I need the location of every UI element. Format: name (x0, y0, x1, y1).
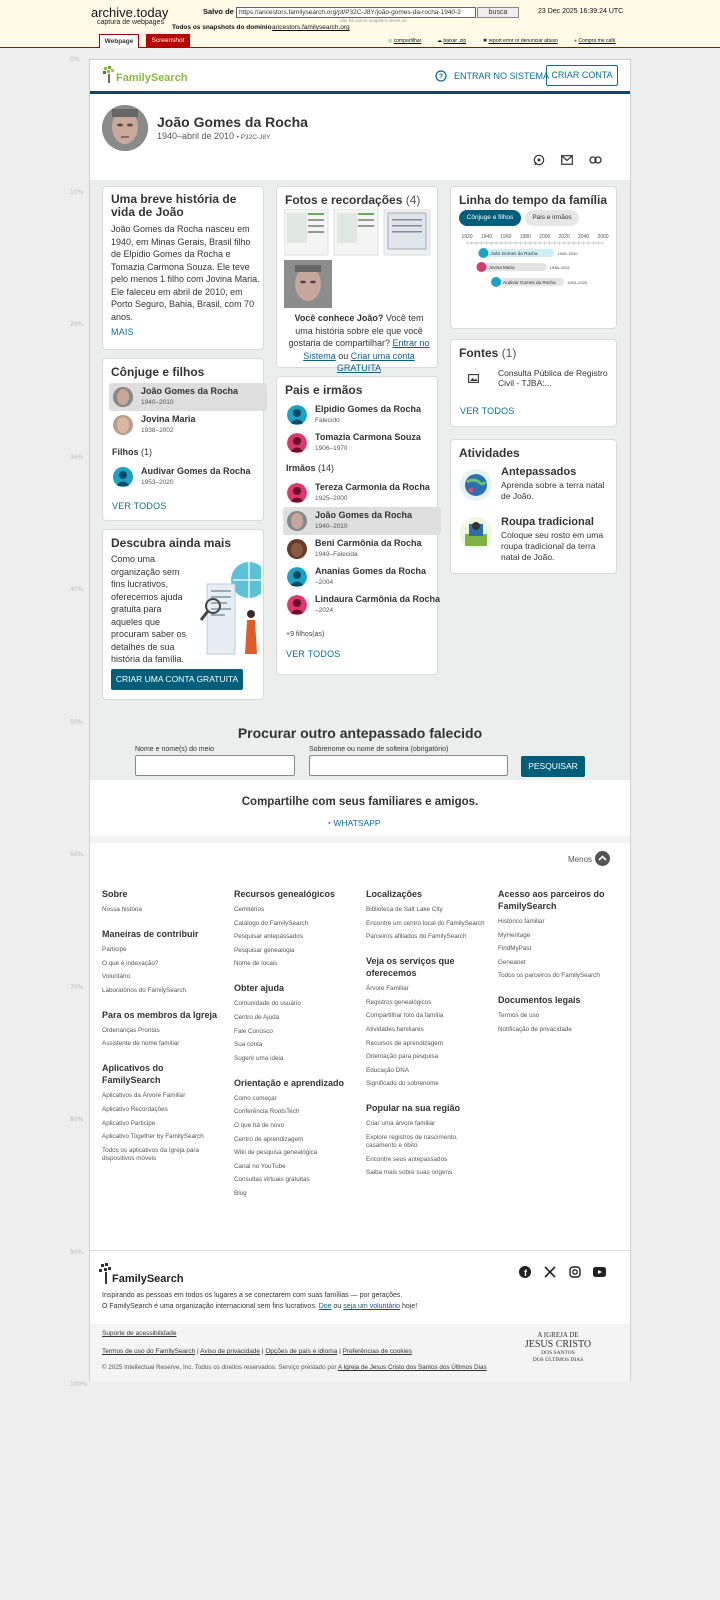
timeline-year-label: 1960 (500, 234, 512, 240)
sibling-person-2[interactable] (283, 507, 441, 535)
footer-link[interactable]: Pesquisar antepassados (234, 933, 303, 941)
footer-heading: Popular na sua região (366, 1103, 461, 1114)
footer-link[interactable]: Conferência RootsTech (234, 1108, 300, 1116)
collapse-footer-label[interactable]: Menos (568, 855, 593, 864)
more-siblings-text: +9 filhos(as) (286, 631, 325, 638)
footer-link[interactable]: Wiki de pesquisa genealógica (234, 1149, 318, 1157)
create-account-link[interactable]: Criar uma conta GRATUITA (336, 350, 415, 373)
percent-marker: 50% (70, 718, 84, 726)
footer-link[interactable]: Aplicativo Together by FamilySearch (102, 1133, 204, 1141)
discover-text: Como uma organização sem fins lucrativos, oferecemos ajuda gratuita para aqueles que procuram saber os detalhes de sua história da família. (111, 554, 187, 664)
archive-toolbar (0, 0, 720, 48)
activity-text: Aprenda sobre a terra natal de João. (501, 480, 605, 501)
footer-link[interactable]: O que há de novo (234, 1121, 285, 1129)
timeline-person-icon (491, 277, 501, 287)
domain-link[interactable]: ancestors.familysearch.org (272, 24, 350, 31)
donate-link[interactable]: Doe (318, 1303, 332, 1310)
footer-link[interactable]: Recursos de aprendizagem (366, 1039, 444, 1047)
person-dates: 1940–2010 (315, 523, 348, 530)
footer-link[interactable]: Aplicativo Participe (102, 1119, 156, 1127)
activity-ancestors[interactable] (459, 466, 614, 510)
portrait-photo (113, 415, 133, 435)
facebook-icon[interactable] (519, 1266, 531, 1278)
person-name: João Gomes da Rocha (315, 510, 413, 520)
share-link[interactable]: ◎ compartilhar (388, 38, 422, 44)
person-dates: 1940–abril de 2010 • P32C-J8Y (157, 131, 271, 141)
life-story-card (102, 186, 264, 350)
footer-link[interactable]: Fale Conosco (234, 1027, 273, 1035)
separator: | (260, 1348, 266, 1355)
footer-link[interactable]: Compartilhar foto da família (366, 1012, 444, 1020)
footer-separator (90, 1250, 630, 1251)
footer-link[interactable]: Notificação de privacidade (498, 1025, 572, 1033)
sibling-person-5[interactable] (283, 591, 441, 619)
volunteer-link[interactable]: seja um voluntário (343, 1303, 401, 1310)
footer-link[interactable]: Laboratórios do FamilySearch (102, 986, 186, 994)
no-other-snapshots: não há outros snapshot desse url (340, 18, 407, 23)
tab-webpage[interactable]: Webpage (99, 34, 139, 48)
download-zip-link[interactable]: ☁ baixar .zip (437, 38, 467, 44)
legal-links (102, 1348, 412, 1355)
footer-link[interactable]: Todos os parceiros do FamilySearch (498, 972, 600, 980)
spouse-person-2[interactable] (109, 411, 267, 439)
footer-column (498, 888, 620, 1040)
given-name-input[interactable] (135, 755, 295, 776)
familysearch-logo[interactable]: FamilySearch (102, 65, 192, 87)
footer-link[interactable]: Sugerir uma ideia (234, 1054, 284, 1062)
footer-heading: Para os membros da Igreja (102, 1009, 218, 1020)
surname-input[interactable] (309, 755, 508, 776)
footer-link[interactable]: Cemitérios (234, 906, 265, 913)
person-dates: 1949–Falecida (315, 551, 358, 558)
male-silhouette-icon (287, 567, 307, 587)
signin-link[interactable]: ENTRAR NO SISTEMA (454, 71, 550, 81)
person-dates: Falecido (315, 417, 340, 424)
footer-link[interactable]: Centro de aprendizagem (234, 1135, 304, 1143)
portrait-photo (102, 105, 148, 151)
footer-link[interactable]: Encontre um centro local do FamilySearch (366, 919, 485, 927)
percent-marker: 20% (70, 321, 84, 328)
bug-icon: ✱ (483, 38, 488, 44)
spouse-view-all-link[interactable]: VER TODOS (112, 501, 167, 511)
header-divider (90, 91, 630, 94)
timeline-title: Linha do tempo da família (459, 193, 608, 207)
person-dates: 1938–2002 (141, 427, 174, 434)
email-share-icon[interactable] (561, 155, 573, 165)
document-thumbnails[interactable] (284, 209, 432, 257)
person-name: João Gomes da Rocha (157, 114, 308, 130)
footer-link[interactable]: Registros genealógicos (366, 998, 432, 1006)
male-silhouette-icon (287, 405, 307, 425)
footer-link[interactable]: Orientação para pesquisa (366, 1053, 439, 1061)
footer-link[interactable]: FindMyPast (498, 945, 532, 953)
timeline-bar[interactable] (491, 277, 588, 287)
percent-marker: 10% (70, 188, 84, 196)
footer-heading: Veja os serviços que oferecemos (366, 956, 455, 979)
discover-more-card (102, 529, 264, 700)
search-button[interactable]: PESQUISAR (521, 756, 585, 777)
timeline-person-name: Audivar Gomes da Rocha (503, 279, 556, 285)
footer-heading: Localizações (366, 889, 423, 899)
sibling-person-1[interactable] (283, 479, 441, 507)
percent-marker: 0% (70, 56, 80, 63)
footer-heading: Documentos legais (498, 995, 581, 1006)
archive-url-field[interactable]: https://ancestors.familysearch.org/pt/P32C-J8Y/joão-gomes-da-rocha-1940-2 (236, 7, 476, 18)
person-name: Ananias Gomes da Rocha (315, 566, 427, 576)
percent-marker: 30% (70, 453, 84, 461)
footer-link[interactable]: Centro de Ajuda (234, 1013, 280, 1021)
footer-familysearch-logo[interactable]: FamilySearch (98, 1263, 188, 1287)
footer-link[interactable]: Nossa história (102, 906, 142, 913)
scroll-percentage-column (70, 56, 88, 1386)
create-account-button[interactable]: CRIAR CONTA (546, 65, 618, 86)
footer-link[interactable]: Criar uma árvore familiar (366, 1120, 436, 1128)
footer-link[interactable]: Blog (234, 1189, 247, 1197)
male-silhouette-icon (113, 467, 133, 487)
copyright-text: © 2025 Intellectual Reserve, Inc. Todos os direitos reservados. Serviço prestado por A Igreja de Jesus Cristo dos Santos dos Últimos Dias (102, 1364, 487, 1371)
given-name-label: Nome e nome(s) do meio (135, 746, 214, 753)
parent-person-2[interactable] (283, 429, 441, 457)
footer-link[interactable]: O que é indexação? (102, 959, 159, 967)
footer-link[interactable]: Significado do sobrenome (366, 1080, 439, 1088)
help-icon[interactable] (435, 70, 447, 82)
sibling-person-3[interactable] (283, 535, 441, 563)
portrait-photo (113, 387, 133, 407)
image-document-icon (468, 374, 479, 383)
coffee-icon: ● (574, 38, 578, 44)
footer-donate-text: O FamilySearch é uma organização internacional sem fins lucrativos. Doe ou seja um voluntário hoje! (102, 1303, 418, 1310)
timeline-year-label: 2020 (558, 234, 570, 240)
footer-link[interactable]: Comunidade do usuário (234, 1000, 301, 1008)
sources-title: Fontes (1) (459, 346, 517, 360)
footer-heading: Orientação e aprendizado (234, 1077, 345, 1088)
parent-person-1[interactable] (283, 401, 441, 429)
footer-column (102, 888, 224, 1168)
footer-heading: Maneiras de contribuir (102, 929, 199, 939)
portrait-photo (287, 511, 307, 531)
percent-marker: 60% (70, 851, 84, 858)
traditional-clothing-icon (459, 516, 493, 550)
person-dates: 1925–2000 (315, 495, 348, 502)
person-id: • P32C-J8Y (236, 134, 271, 141)
tree-logo-icon (102, 66, 116, 84)
person-name: Elpidio Gomes da Rocha (315, 404, 422, 414)
spouse-children-card (102, 358, 264, 521)
life-story-text: João Gomes da Rocha nasceu em 1940, em Minas Gerais, Brasil filho de Elpidio Gomes da Rocha e Tomazia Carmona Souza. Ele teve pelo menos 1 filho com Jovina Maria. Ele faleceu em abril de 2010, em Porto Seguro, Bahia, Brasil, com 70 anos. (111, 224, 260, 322)
footer-link[interactable]: Aplicativos da Árvore Familiar (102, 1092, 186, 1100)
activity-title: Roupa tradicional (501, 516, 594, 528)
search-title: Procurar outro antepassado falecido (237, 725, 483, 741)
timeline-bar[interactable] (476, 262, 570, 272)
footer-link[interactable]: Aplicativo Recordações (102, 1105, 168, 1113)
person-avatar (102, 105, 148, 151)
timeline-bar[interactable] (478, 248, 578, 258)
female-silhouette-icon (287, 595, 307, 615)
footer-heading: Acesso aos parceiros do FamilySearch (498, 889, 605, 911)
whatsapp-icon: ◔ (326, 818, 332, 828)
person-name: Jovina Maria (141, 414, 196, 424)
archive-search-button[interactable]: busca (477, 7, 519, 18)
footer-link[interactable]: Geneanet (498, 958, 526, 966)
activities-title: Atividades (459, 446, 520, 460)
footer-link[interactable]: Nome de locais (234, 960, 278, 968)
archive-logo[interactable]: archive.today (91, 5, 169, 20)
timeline-year-label: 1920 (461, 234, 473, 240)
footer-heading: Aplicativos do FamilySearch (102, 1063, 164, 1086)
footer-link[interactable]: Voluntário (102, 973, 131, 981)
photos-title: Fotos e recordações (4) (285, 193, 421, 207)
legal-link[interactable]: Termos de uso do FamilySearch (102, 1348, 196, 1355)
children-label: Filhos (1) (112, 447, 153, 457)
footer-link[interactable]: Canal no YouTube (234, 1162, 286, 1170)
footer-link[interactable]: Todos os aplicativos da Igreja para dispositivos móveis (102, 1146, 199, 1162)
separator: | (195, 1348, 201, 1355)
timeline-person-dates: 1953–2020 (567, 279, 588, 285)
legal-link[interactable]: Aviso de privacidade (200, 1348, 261, 1355)
percent-marker: 40% (70, 586, 84, 593)
footer-link[interactable]: Catálogo do FamilySearch (234, 919, 309, 927)
accessibility-link[interactable]: Suporte de acessibilidade (102, 1330, 177, 1337)
footer-link[interactable]: Encontre seus antepassados (366, 1155, 448, 1163)
person-name: Lindaura Carmônia da Rocha (315, 594, 441, 604)
footer-column (234, 888, 356, 1204)
footer-tagline: Inspirando as pessoas em todos os lugares a se conectarem com suas famílias — por gerações. (102, 1292, 403, 1299)
person-name: Tomazia Carmona Souza (315, 432, 421, 442)
activity-traditional-clothing[interactable] (459, 516, 614, 570)
footer-link[interactable]: Consultas virtuais gratuitas (234, 1176, 310, 1184)
photos-question: Você conhece João? Você tem uma história sobre ele que você gostaria de compartilhar? Entrar no Sistema ou Criar uma conta GRATUITA (288, 313, 430, 373)
timeline-person-icon (476, 262, 486, 272)
x-twitter-icon[interactable] (544, 1266, 556, 1278)
legal-link[interactable]: Opções de país e idioma (265, 1348, 338, 1355)
svg-text:f: f (524, 1268, 527, 1278)
activities-card (450, 439, 617, 574)
share-icon: ◎ (388, 38, 393, 44)
footer-link[interactable]: MyHeritage (498, 931, 531, 939)
separator: | (337, 1348, 343, 1355)
cloud-icon: ☁ (437, 38, 442, 44)
chevron-up-icon[interactable] (595, 851, 610, 866)
portrait-photo[interactable] (284, 260, 332, 308)
timeline-person-dates: 1940–2010 (557, 250, 578, 256)
sibling-person-4[interactable] (283, 563, 441, 591)
spouse-title: Cônjuge e filhos (111, 365, 205, 379)
create-free-account-button[interactable]: CRIAR UMA CONTA GRATUITA (111, 669, 243, 690)
instagram-icon[interactable] (569, 1266, 581, 1278)
timeline-year-label: 1980 (519, 234, 531, 240)
footer-link[interactable]: Educação DNA (366, 1066, 410, 1074)
footer-heading: Sobre (102, 889, 128, 899)
timeline-chart (459, 231, 611, 295)
activity-text: Coloque seu rosto em uma roupa tradicional da terra natal de João. (501, 530, 604, 562)
coffee-link[interactable]: ● Compra me café (574, 38, 616, 44)
legal-link[interactable]: Preferências de cookies (342, 1348, 412, 1355)
percent-marker: 80% (70, 1116, 84, 1123)
whatsapp-share-link[interactable]: ◔ WHATSAPP (326, 818, 381, 828)
footer-column (366, 888, 488, 1183)
footer-link[interactable]: Parceiros afiliados do FamilySearch (366, 933, 467, 941)
share-title: Compartilhe com seus familiares e amigos. (241, 796, 479, 808)
source-item[interactable]: Consulta Pública de Registro Civil - TJBA:... (498, 368, 608, 388)
percent-marker: 70% (70, 983, 84, 991)
sources-card (450, 339, 617, 427)
siblings-label: Irmãos (14) (286, 463, 335, 473)
person-dates: –2004 (315, 579, 334, 586)
surname-label: Sobrenome ou nome de solteira (obrigatório) (309, 746, 449, 753)
timeline-year-label: 2000 (539, 234, 551, 240)
timeline-year-label: 2060 (597, 234, 609, 240)
whatsapp-share-icon[interactable] (533, 154, 545, 166)
parents-view-all-link[interactable]: VER TODOS (286, 649, 341, 659)
footer-link[interactable]: Histórico familiar (498, 918, 545, 925)
footer-link[interactable]: Como começar (234, 1094, 277, 1102)
webpage-capture (89, 59, 631, 1381)
photos-memories-card (276, 186, 438, 373)
parents-siblings-card (276, 376, 441, 675)
archive-timestamp: 23 Dec 2025 16:39:24 UTC (538, 8, 624, 15)
globe-icon (459, 468, 493, 502)
child-person-1[interactable] (109, 463, 267, 491)
discover-illustration (199, 554, 261, 662)
footer-link[interactable]: Assistente de nome familiar (102, 1040, 180, 1048)
all-snapshots-label: Todos os snapshots do domínio (172, 24, 272, 31)
footer-link[interactable]: Sua conta (234, 1041, 263, 1049)
footer-heading: Obter ajuda (234, 983, 285, 994)
life-story-title: Uma breve história de vida de João (111, 192, 237, 219)
timeline-person-name: João Gomes da Rocha (490, 250, 538, 256)
youtube-icon[interactable] (593, 1267, 606, 1277)
person-dates: –2024 (315, 607, 334, 614)
timeline-year-label: 1940 (480, 234, 492, 240)
church-logo[interactable]: A IGREJA DE JESUS CRISTO DOS SANTOS DOS ÚLTIMOS DIAS (524, 1331, 592, 1363)
activity-title: Antepassados (501, 466, 577, 478)
percent-marker: 90% (70, 1248, 84, 1256)
person-dates: 1940–2010 (141, 399, 174, 406)
footer-link[interactable]: Biblioteca de Salt Lake City (366, 906, 443, 913)
footer-link[interactable]: Árvore Familiar (366, 985, 409, 993)
footer-link[interactable]: Participe (102, 946, 127, 953)
svg-text:?: ? (438, 73, 444, 81)
female-silhouette-icon (287, 483, 307, 503)
female-silhouette-icon (287, 433, 307, 453)
percent-marker: 100% (70, 1381, 88, 1388)
person-name: Tereza Carmonia da Rocha (315, 482, 430, 492)
timeline-person-dates: 1938–2002 (549, 264, 570, 270)
footer-link[interactable]: Saiba mais sobre suas origens (366, 1169, 453, 1177)
person-name: João Gomes da Rocha (141, 386, 239, 396)
tab-screenshot[interactable]: Screenshot (146, 34, 190, 47)
archive-tagline: captura de webpages (97, 19, 164, 26)
church-link[interactable]: A Igreja de Jesus Cristo dos Santos dos Últimos Dias (337, 1364, 487, 1371)
timeline-tab-parents[interactable]: Pais e irmãos (525, 210, 579, 226)
parents-title: Pais e irmãos (285, 383, 363, 397)
timeline-person-icon (478, 248, 488, 258)
footer-link[interactable]: Atividades familiares (366, 1025, 424, 1033)
timeline-year-label: 2040 (578, 234, 590, 240)
timeline-tab-spouse[interactable]: Cônjuge e filhos (459, 210, 521, 226)
signin-link[interactable]: Entrar no Sistema (303, 338, 430, 361)
person-name: Audivar Gomes da Rocha (141, 466, 251, 476)
saved-from-label: Salvo de (203, 7, 234, 16)
footer-divider (90, 836, 630, 843)
sources-view-all-link[interactable]: VER TODOS (460, 406, 515, 416)
life-story-more-link[interactable]: MAIS (111, 327, 134, 337)
person-dates: 1953–2020 (141, 479, 174, 486)
person-dates: 1906–1970 (315, 445, 348, 452)
person-name: Beni Carmônia da Rocha (315, 538, 422, 548)
family-timeline-card (450, 186, 617, 329)
footer-link[interactable]: Pesquisar genealogia (234, 946, 295, 954)
footer-link[interactable]: Termos de uso (498, 1012, 540, 1020)
footer-link[interactable]: Ordenanças Prontas (102, 1026, 160, 1034)
discover-title: Descubra ainda mais (111, 536, 232, 550)
footer-heading: Recursos genealógicos (234, 889, 336, 899)
link-share-icon[interactable] (589, 155, 602, 165)
footer-link[interactable]: Explore registros de nascimento, casamento e óbito (366, 1133, 458, 1149)
report-link[interactable]: ✱ report error or denunciar abuso (483, 38, 558, 44)
portrait-photo (287, 539, 307, 559)
spouse-person-1[interactable] (109, 383, 267, 411)
timeline-person-name: Jovina Maria (488, 264, 515, 270)
